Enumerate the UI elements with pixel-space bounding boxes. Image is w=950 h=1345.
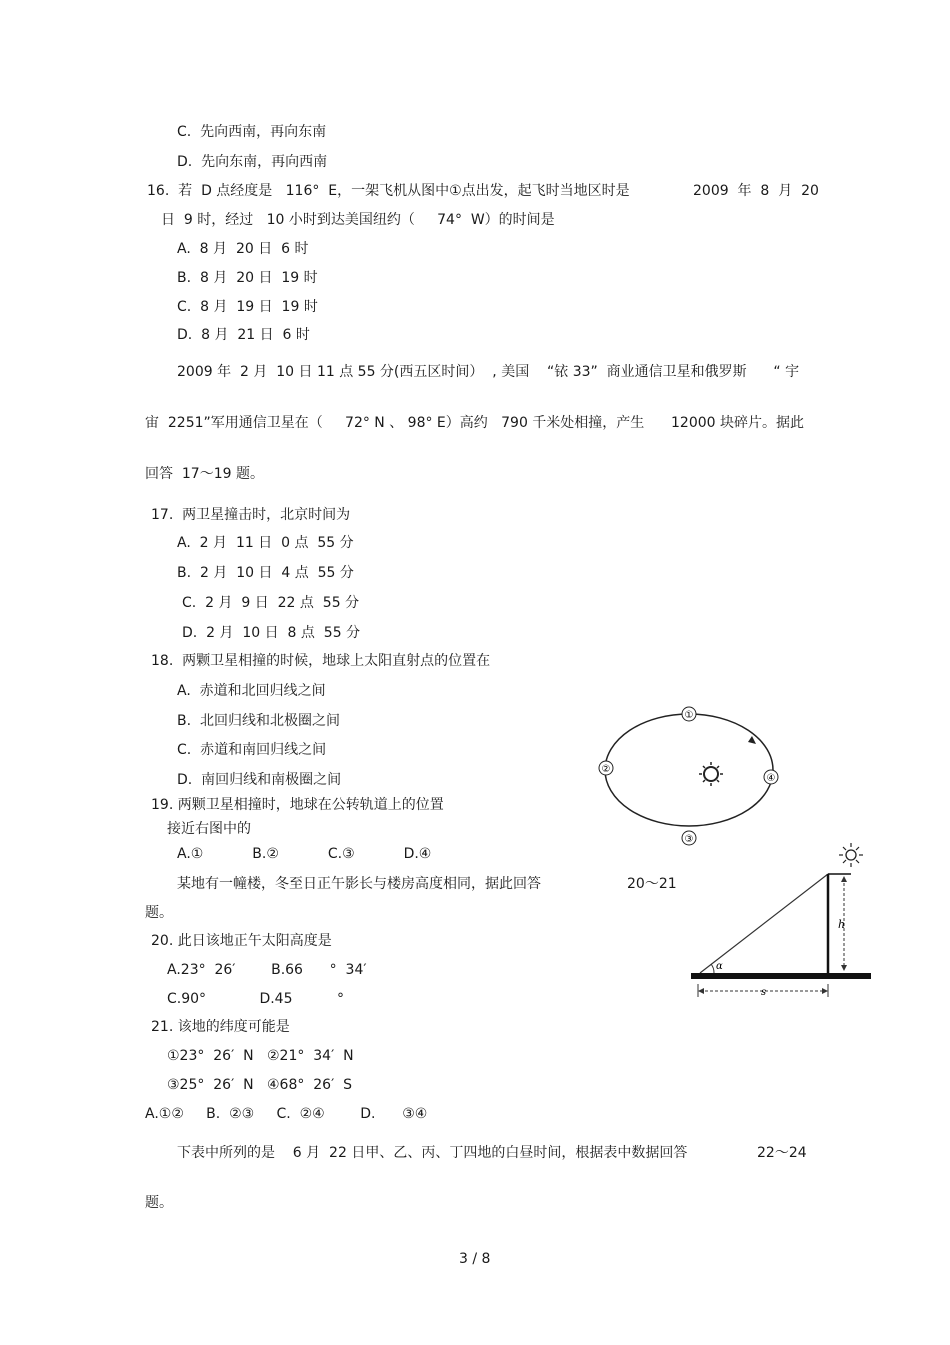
- sun-icon: [699, 762, 723, 786]
- height-label: h: [838, 918, 846, 931]
- q21-options: A.①② B. ②③ C. ②④ D. ③④: [145, 1106, 428, 1122]
- passage-2-range: 20～21: [627, 876, 677, 892]
- shadow-label: s: [761, 987, 767, 998]
- orbit-label-2: ②: [601, 764, 611, 775]
- angle-arc: [711, 964, 714, 973]
- orbit-label-4: ④: [766, 773, 776, 784]
- q19-stem-line2: 接近右图中的: [167, 821, 251, 837]
- orbit-position-4: [764, 770, 778, 784]
- q17-option-c: C. 2 月 9 日 22 点 55 分: [182, 595, 360, 611]
- passage-1-line2: 宙 2251”军用通信卫星在（ 72° N 、 98° E）高约 790 千米处相撞，产生 12000 块碎片。据此: [145, 415, 804, 431]
- q19-stem-line1: 19. 两颗卫星相撞时，地球在公转轨道上的位置: [151, 797, 444, 813]
- q18-option-b: B. 北回归线和北极圈之间: [177, 713, 340, 729]
- q16-stem-date: 2009 年 8 月 20: [693, 183, 819, 199]
- q17-stem: 17. 两卫星撞击时，北京时间为: [151, 507, 351, 523]
- sun-icon: [839, 843, 863, 867]
- q21-stem: 21. 该地的纬度可能是: [151, 1019, 290, 1035]
- q20-stem: 20. 此日该地正午太阳高度是: [151, 933, 332, 949]
- passage-1-line3: 回答 17～19 题。: [145, 466, 264, 482]
- q21-choices-row2: ③25° 26′ N ④68° 26′ S: [167, 1077, 353, 1093]
- q16-option-b: B. 8 月 20 日 19 时: [177, 270, 318, 286]
- q15-option-d: D. 先向东南，再向西南: [177, 154, 328, 170]
- passage-2-line2: 题。: [145, 905, 173, 921]
- q17-option-a: A. 2 月 11 日 0 点 55 分: [177, 535, 354, 551]
- passage-3-range: 22～24: [757, 1145, 807, 1161]
- angle-label: α: [716, 961, 723, 972]
- q16-option-d: D. 8 月 21 日 6 时: [177, 327, 310, 343]
- ground-bar: [691, 973, 871, 979]
- q16-option-c: C. 8 月 19 日 19 时: [177, 299, 318, 315]
- orbit-label-3: ③: [684, 834, 694, 845]
- q16-option-a: A. 8 月 20 日 6 时: [177, 241, 309, 257]
- orbit-position-1: [682, 707, 696, 721]
- q21-choices-row1: ①23° 26′ N ②21° 34′ N: [167, 1048, 354, 1064]
- passage-1-line1: 2009 年 2 月 10 日 11 点 55 分(西五区时间） , 美国 “铱 33” 商业通信卫星和俄罗斯 “ 宇: [177, 364, 800, 380]
- passage-2-line1: 某地有一幢楼，冬至日正午影长与楼房高度相同，据此回答: [177, 876, 541, 892]
- sun-ray-line: [700, 874, 828, 973]
- orbit-position-2: [599, 761, 613, 775]
- q17-option-d: D. 2 月 10 日 8 点 55 分: [182, 625, 361, 641]
- q20-options-row2: C.90° D.45 °: [167, 991, 344, 1007]
- orbit-diagram: [594, 700, 788, 850]
- q16-stem-line1: 16. 若 D 点经度是 116° E，一架飞机从图中①点出发，起飞时当地区时是: [147, 183, 630, 199]
- q18-option-d: D. 南回归线和南极圈之间: [177, 772, 342, 788]
- page-number: 3 / 8: [459, 1251, 491, 1267]
- q19-options: A.① B.② C.③ D.④: [177, 846, 432, 862]
- q18-option-c: C. 赤道和南回归线之间: [177, 742, 327, 758]
- orbit-ellipse: [605, 714, 773, 826]
- building-shadow-diagram: [688, 840, 878, 1002]
- q17-option-b: B. 2 月 10 日 4 点 55 分: [177, 565, 354, 581]
- passage-3-line1: 下表中所列的是 6 月 22 日甲、乙、丙、丁四地的白昼时间，根据表中数据回答: [177, 1145, 688, 1161]
- orbit-direction-arrow: [748, 736, 756, 744]
- passage-3-line2: 题。: [145, 1195, 173, 1211]
- q15-option-c: C. 先向西南，再向东南: [177, 124, 327, 140]
- q18-stem: 18. 两颗卫星相撞的时候，地球上太阳直射点的位置在: [151, 653, 491, 669]
- q16-stem-line2: 日 9 时，经过 10 小时到达美国纽约（ 74° W）的时间是: [161, 212, 555, 228]
- q20-options-row1: A.23° 26′ B.66 ° 34′: [167, 962, 367, 978]
- q18-option-a: A. 赤道和北回归线之间: [177, 683, 326, 699]
- orbit-label-1: ①: [684, 710, 694, 721]
